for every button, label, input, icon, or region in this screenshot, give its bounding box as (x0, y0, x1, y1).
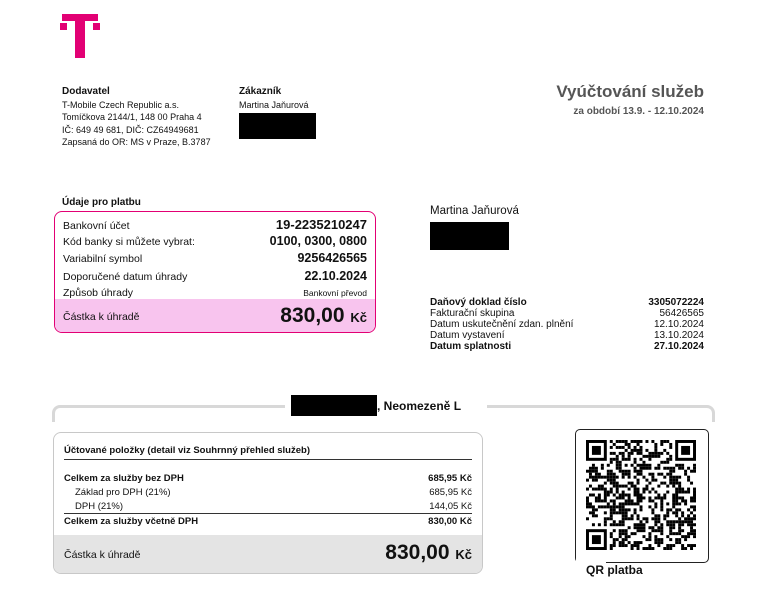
payment-label: Bankovní účet (63, 220, 130, 232)
payment-row (63, 269, 367, 283)
payment-value: 22.10.2024 (304, 269, 367, 283)
redacted-address (430, 222, 509, 250)
supplier-line: IČ: 649 49 681, DIČ: CZ64949681 (62, 124, 199, 135)
payment-value: 0100, 0300, 0800 (269, 234, 367, 248)
payment-amount-value: 830,00 (280, 304, 345, 327)
items-value: 685,95 Kč (429, 487, 472, 498)
payment-label: Způsob úhrady (63, 287, 134, 299)
payment-value: 9256426565 (297, 251, 367, 265)
items-label: Celkem za služby včetně DPH (64, 516, 199, 527)
payment-label: Doporučené datum úhrady (63, 271, 188, 283)
payment-row (63, 251, 367, 265)
billed-items-box (53, 432, 483, 574)
supplier-heading: Dodavatel (62, 86, 110, 97)
items-row (64, 501, 472, 512)
items-divider (64, 459, 472, 460)
payment-amount-label: Částka k úhradě (63, 311, 140, 323)
tax-info-label: Fakturační skupina (430, 308, 515, 319)
tax-info-value: 56426565 (659, 308, 704, 319)
document-header (556, 82, 704, 117)
tax-info-row (430, 308, 704, 319)
qr-code-icon (586, 440, 696, 550)
supplier-line: Zapsaná do OR: MS v Praze, B.3787 (62, 137, 211, 147)
payment-label: Variabilní symbol (63, 253, 143, 265)
items-row (64, 516, 472, 527)
items-heading: Účtované položky (detail viz Souhrnný přehled služeb) (64, 445, 310, 456)
items-currency: Kč (455, 547, 472, 562)
items-row (64, 487, 472, 498)
document-title: Vyúčtování služeb (556, 82, 704, 101)
tax-info-label: Datum uskutečnění zdan. plnění (430, 319, 574, 330)
supplier-line: T-Mobile Czech Republic a.s. (62, 99, 180, 110)
supplier-block (62, 86, 211, 149)
customer-block (239, 86, 309, 111)
items-row (64, 473, 472, 484)
tax-info-label: Daňový doklad číslo (430, 297, 527, 308)
items-amount (385, 541, 472, 565)
customer-name: Martina Jaňurová (239, 99, 309, 110)
qr-frame (575, 429, 709, 563)
tax-info-value: 3305072224 (648, 297, 704, 308)
tax-info-row (430, 319, 704, 330)
tax-info-row (430, 330, 704, 341)
items-divider (64, 513, 472, 514)
redacted-address (239, 113, 316, 139)
section-divider (52, 405, 285, 422)
section-divider (487, 405, 715, 422)
items-amount-bar (54, 535, 482, 573)
items-value: 144,05 Kč (429, 501, 472, 512)
payment-label: Kód banky si můžete vybrat: (63, 236, 195, 248)
tax-info-row (430, 341, 704, 352)
tax-info-value: 12.10.2024 (653, 319, 704, 330)
telekom-t-logo-icon (60, 14, 100, 58)
payment-heading: Údaje pro platbu (62, 197, 141, 208)
payment-currency: Kč (350, 310, 367, 325)
qr-label: QR platba (586, 563, 643, 577)
customer-heading: Zákazník (239, 86, 282, 97)
items-amount-value: 830,00 (385, 541, 450, 564)
payment-value: 19-2235210247 (275, 217, 367, 232)
items-label: Základ pro DPH (21%) (75, 487, 171, 498)
section-title: , Neomezeně L (377, 399, 462, 413)
recipient-name: Martina Jaňurová (430, 205, 519, 217)
payment-amount-bar (55, 299, 375, 332)
supplier-line: Tomíčkova 2144/1, 148 00 Praha 4 (62, 112, 202, 122)
items-label: DPH (21%) (75, 501, 124, 512)
payment-value: Bankovní převod (303, 288, 367, 298)
tax-info-label: Datum vystavení (430, 330, 505, 341)
document-period: za období 13.9. - 12.10.2024 (573, 106, 704, 117)
tax-info-row (430, 297, 704, 308)
payment-row (63, 217, 367, 232)
redacted-phone-number (291, 395, 377, 416)
tax-info-label: Datum splatnosti (430, 341, 512, 352)
items-value: 830,00 Kč (428, 516, 472, 527)
items-label: Celkem za služby bez DPH (64, 473, 184, 484)
payment-amount (280, 304, 367, 328)
payment-box (54, 211, 376, 333)
items-value: 685,95 Kč (428, 473, 472, 484)
tax-info-value: 13.10.2024 (653, 330, 704, 341)
items-amount-label: Částka k úhradě (64, 549, 141, 561)
payment-row (63, 287, 367, 299)
payment-row (63, 234, 367, 248)
tax-info-value: 27.10.2024 (653, 341, 704, 352)
